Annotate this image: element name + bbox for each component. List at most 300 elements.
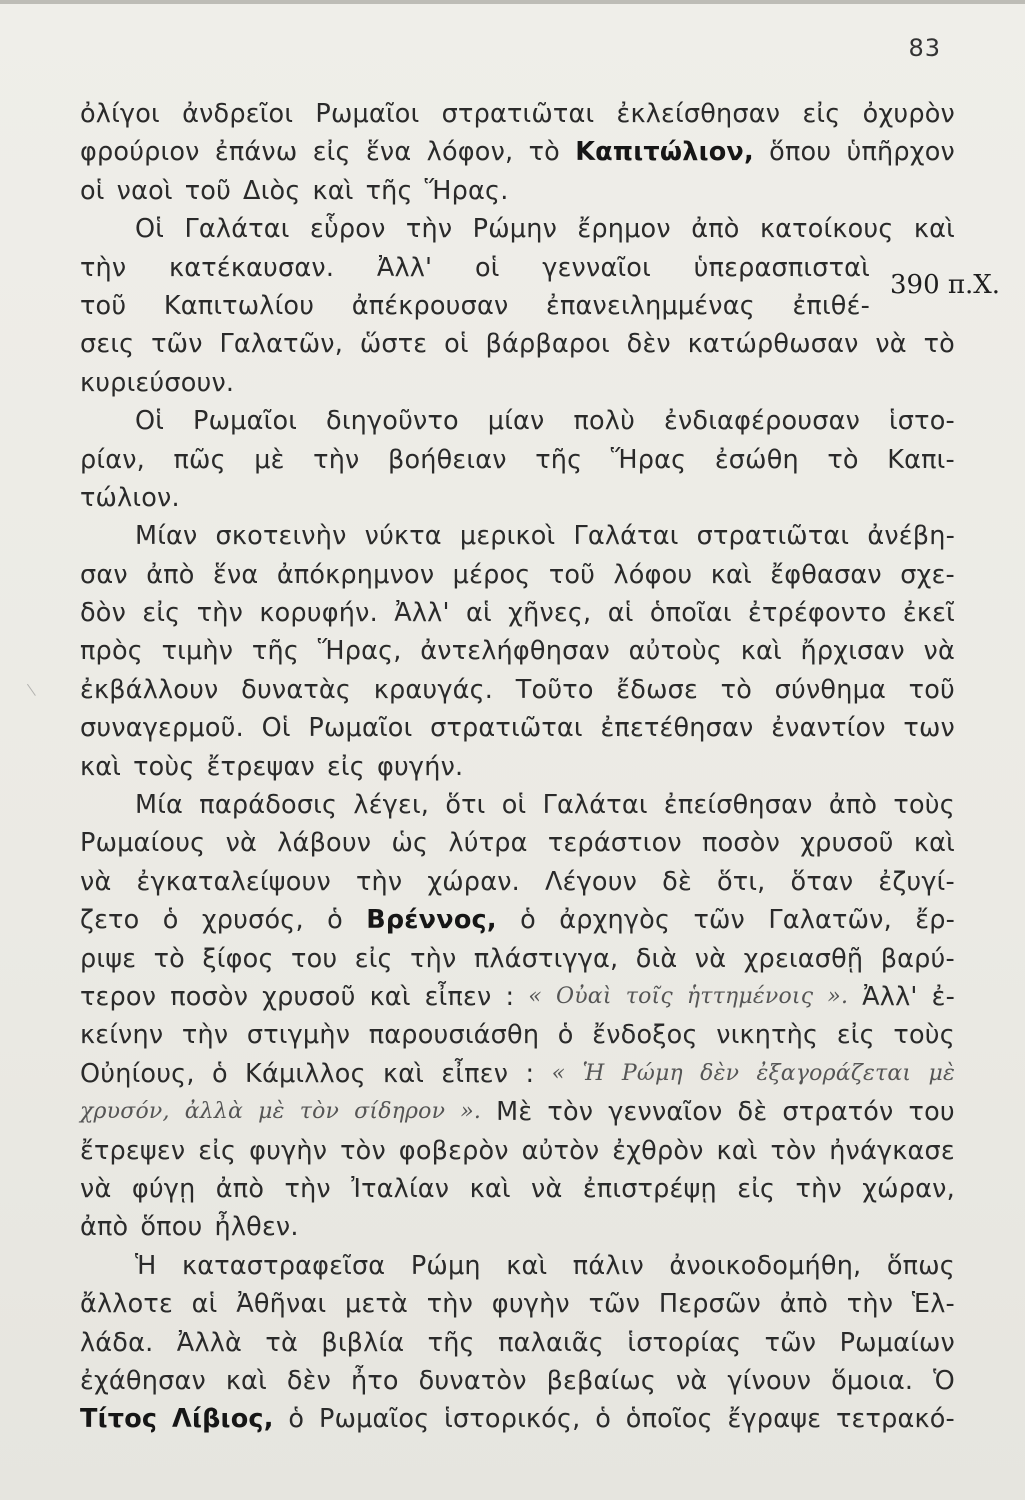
- word: Ρωμαῖοι: [315, 99, 420, 129]
- word: λάβουν: [277, 828, 372, 859]
- word: ἐ-: [931, 981, 955, 1012]
- word: ἀπὸ: [779, 1289, 829, 1320]
- quoted-word: Οὐαὶ: [555, 983, 612, 1009]
- word: πάλιν: [572, 1250, 644, 1281]
- word: ἀπὸ: [828, 790, 878, 821]
- word: ἐχθρὸν: [612, 1135, 704, 1166]
- quoted-word: ἡττημένοις: [686, 983, 814, 1009]
- word: τώλιον.: [80, 482, 180, 513]
- word: κατέκαυσαν.: [169, 252, 335, 283]
- word: ναοὶ: [116, 175, 173, 206]
- word: χῆνες,: [508, 598, 592, 629]
- word: πολὺ: [573, 406, 636, 437]
- word: ἀπὸ: [215, 1173, 265, 1204]
- word: σκοτεινὴν: [215, 521, 347, 552]
- word: Οὐηίους,: [80, 1058, 195, 1089]
- word: στρατιῶται: [441, 99, 595, 129]
- word: τὴν: [846, 1289, 894, 1320]
- word: ἕνα: [212, 559, 259, 590]
- word: νὰ: [225, 828, 258, 859]
- quoted-word: ».: [827, 983, 849, 1009]
- word: σαν: [80, 559, 128, 590]
- word: φοβερὸν: [398, 1135, 509, 1166]
- word: εἰς: [312, 137, 351, 168]
- text-line: [80, 824, 955, 862]
- word: ἤρχισαν: [800, 636, 905, 667]
- word: τὴν: [181, 1020, 229, 1051]
- quoted-word: «: [528, 983, 542, 1009]
- word: ἔφθασαν: [770, 559, 882, 590]
- word: ἐνδιαφέρουσαν: [664, 406, 861, 437]
- word: κυριεύσουν.: [80, 367, 235, 398]
- word: ἔρ-: [915, 905, 955, 936]
- word: τῆς: [535, 444, 583, 475]
- word: ὁ: [162, 905, 179, 936]
- text-line: [80, 479, 955, 517]
- word: νὰ: [694, 943, 727, 974]
- word: συναγερμοῦ.: [80, 713, 244, 744]
- emphasized-word: Βρέννος,: [366, 905, 497, 936]
- word: τεράστιον: [547, 828, 682, 859]
- word: ἔρημον: [577, 214, 671, 245]
- word: δὲ: [662, 866, 692, 897]
- word: μίαν: [487, 406, 545, 437]
- word: καὶ: [913, 214, 955, 245]
- text-line: [80, 940, 955, 978]
- text-line: [80, 863, 955, 901]
- word: Περσῶν: [658, 1289, 761, 1320]
- word: ξίφος: [202, 943, 274, 974]
- word: τῶν: [588, 1289, 641, 1320]
- body-text: [80, 95, 955, 1439]
- word: τὸ: [153, 943, 185, 974]
- word: ὁ: [557, 1020, 574, 1051]
- quoted-word: «: [551, 1060, 566, 1086]
- margin-date-note: 390 π.Χ.: [890, 270, 1001, 300]
- word: γενναῖον: [608, 1097, 723, 1128]
- word: ποσὸν: [170, 981, 249, 1012]
- word: λέγει,: [353, 790, 430, 821]
- word: νὰ: [923, 636, 955, 667]
- word: ὑπῆρχον: [846, 137, 955, 168]
- word: εἰς: [802, 99, 841, 129]
- text-line: [80, 95, 955, 133]
- word: ἀπέκρουσαν: [351, 290, 509, 321]
- word: Ρώμη: [410, 1250, 481, 1281]
- word: χρυσός,: [201, 905, 304, 936]
- word: Λέγουν: [545, 866, 638, 897]
- word: πῶς: [173, 444, 226, 475]
- quoted-word: Ρώμη: [621, 1060, 683, 1086]
- word: εἶπεν: [424, 981, 492, 1012]
- word: Κάμιλλος: [245, 1058, 366, 1089]
- word: τὸ: [923, 329, 955, 360]
- word: ὑπερασπισταὶ: [693, 252, 870, 283]
- word: ὁ: [327, 905, 343, 936]
- word: ριψε: [80, 943, 137, 974]
- word: ὀλίγοι: [80, 99, 160, 129]
- word: λάδα.: [80, 1327, 154, 1358]
- word: καὶ: [710, 559, 752, 590]
- word: διὰ: [635, 943, 678, 974]
- word: ἐτρέφοντο: [748, 598, 887, 629]
- word: μέρος: [452, 559, 531, 590]
- word: καὶ: [369, 981, 411, 1012]
- word: κείνην: [80, 1020, 164, 1051]
- word: τὸν: [547, 1097, 594, 1128]
- word: τετρακό-: [836, 1404, 955, 1435]
- word: καὶ: [740, 636, 782, 667]
- word: τὴν: [410, 943, 457, 974]
- text-line: [80, 1362, 955, 1400]
- quoted-word: τοῖς: [625, 983, 673, 1009]
- word: ὅτι: [445, 790, 486, 821]
- word: ἐπάνω: [214, 137, 298, 168]
- word: Ἑλ-: [911, 1289, 955, 1320]
- text-line: [80, 1285, 955, 1323]
- word: νὰ: [80, 1173, 112, 1204]
- word: ἦτο: [350, 1365, 399, 1396]
- word: στρατόν: [782, 1097, 894, 1128]
- text-line: [80, 1093, 955, 1131]
- word: κραυγάς.: [373, 674, 494, 705]
- word: κατώρθωσαν: [687, 329, 859, 360]
- word: κατοίκους: [759, 214, 894, 245]
- word: δὲν: [286, 1365, 332, 1396]
- word: ἱστο-: [888, 406, 955, 437]
- word: τὴν: [795, 1173, 842, 1204]
- word: ὅταν: [790, 866, 854, 897]
- word: νὰ: [675, 1365, 708, 1396]
- word: Μία: [135, 790, 184, 821]
- quoted-word: χρυσόν,: [80, 1099, 170, 1125]
- word: οἱ: [80, 175, 105, 206]
- text-line: [80, 1208, 955, 1246]
- word: τῶν: [693, 905, 746, 936]
- word: ὅπως: [886, 1250, 955, 1281]
- word: χρειασθῇ: [743, 943, 864, 974]
- text-line: [80, 671, 955, 709]
- text-line: [80, 249, 870, 287]
- word: ὅπου: [140, 1212, 203, 1243]
- word: τὸ: [827, 444, 859, 475]
- word: χρυσοῦ: [262, 981, 356, 1012]
- word: φρούριον: [80, 137, 200, 168]
- quoted-word: ».: [460, 1099, 482, 1125]
- word: ὁποῖαι: [649, 598, 732, 629]
- word: νύκτα: [364, 521, 442, 552]
- word: ἀπὸ: [691, 214, 740, 245]
- word: ἀρχηγὸς: [559, 905, 671, 936]
- word: Γαλάται: [542, 790, 648, 821]
- word: αὐτὸν: [521, 1135, 600, 1166]
- word: φυγὴν: [249, 1135, 328, 1166]
- word: αἱ: [465, 598, 492, 629]
- word: Μίαν: [135, 521, 198, 552]
- word: ἐπιθέ-: [792, 290, 870, 321]
- word: ὅπου: [769, 137, 832, 168]
- word: :: [525, 1058, 535, 1089]
- quoted-word: μὲ: [928, 1060, 955, 1086]
- word: Ἀλλ': [862, 981, 918, 1012]
- word: ἐπανειλημμένας: [545, 290, 755, 321]
- word: ἄλλοτε: [80, 1289, 173, 1320]
- page-number: 83: [908, 34, 941, 62]
- word: Τοῦτο: [515, 674, 594, 705]
- word: αἱ: [191, 1289, 218, 1320]
- word: ἀπὸ: [146, 559, 195, 590]
- word: διηγοῦντο: [326, 406, 459, 437]
- word: οἱ: [501, 790, 527, 821]
- word: :: [505, 981, 515, 1012]
- word: ἀπὸ: [80, 1212, 129, 1243]
- text-line: [80, 1247, 955, 1285]
- word: καὶ: [80, 751, 122, 782]
- word: ἐχάθησαν: [80, 1365, 206, 1396]
- quoted-word: τὸν: [299, 1099, 340, 1125]
- word: Ἀλλ': [376, 252, 433, 283]
- word: ὁ: [211, 1058, 228, 1089]
- text-line: [80, 1016, 955, 1054]
- word: Γαλάται: [184, 214, 290, 245]
- word: χώραν.: [427, 866, 520, 897]
- word: ἐπείσθησαν: [663, 790, 813, 821]
- word: σύνθημα: [774, 674, 887, 705]
- word: οἱ: [474, 252, 500, 283]
- word: Γαλατῶν,: [219, 329, 344, 360]
- word: Γαλατῶν,: [768, 905, 892, 936]
- text-line: [80, 517, 955, 555]
- word: ἐζυγί-: [878, 866, 955, 897]
- word: χρυσοῦ: [800, 828, 894, 859]
- word: τῆς: [251, 636, 300, 667]
- word: τοῦ: [184, 175, 232, 206]
- word: βιβλία: [321, 1327, 405, 1358]
- word: νὰ: [531, 1173, 563, 1204]
- text-line: [80, 748, 955, 786]
- word: τῆς: [427, 1327, 475, 1358]
- word: ὁ: [595, 1404, 612, 1435]
- text-line: [80, 1055, 955, 1093]
- word: καὶ: [383, 1058, 425, 1089]
- text-line: [80, 709, 955, 747]
- word: του: [908, 1097, 955, 1128]
- word: ὀχυρὸν: [862, 99, 955, 129]
- word: γίνουν: [727, 1365, 812, 1396]
- word: τοῦ: [548, 559, 596, 590]
- word: δυνατὸν: [418, 1365, 527, 1396]
- text-line: [80, 325, 955, 363]
- quoted-word: μὲ: [258, 1099, 285, 1125]
- word: καὶ: [506, 1250, 548, 1281]
- word: Ἰταλίαν: [351, 1173, 450, 1204]
- word: ὅμοια.: [831, 1365, 914, 1396]
- text-line: [80, 1324, 955, 1362]
- word: στιγμὴν: [246, 1020, 351, 1051]
- word: πρὸς: [80, 636, 143, 667]
- word: παλαιᾶς: [498, 1327, 604, 1358]
- text-line: [80, 1132, 955, 1170]
- word: δὸν: [80, 598, 127, 629]
- word: ἐσώθη: [714, 444, 799, 475]
- word: εἰς: [326, 751, 365, 782]
- word: τὸν: [770, 1135, 817, 1166]
- word: βοήθειαν: [387, 444, 507, 475]
- word: παρουσιάσθη: [368, 1020, 540, 1051]
- word: Ρωμαῖοι: [193, 406, 298, 437]
- word: στρατιῶται: [696, 521, 850, 552]
- quoted-word: Ἡ: [582, 1060, 605, 1086]
- word: νὰ: [875, 329, 907, 360]
- word: τὰ: [265, 1327, 298, 1358]
- word: στρατιῶται: [430, 713, 583, 744]
- text-line: [80, 978, 955, 1016]
- word: Μὲ: [496, 1097, 533, 1128]
- word: καὶ: [716, 1135, 758, 1166]
- word: χώραν,: [862, 1173, 955, 1204]
- word: ἱστορικός,: [444, 1404, 581, 1435]
- word: ὥστε: [359, 329, 428, 360]
- word: αὐτοὺς: [628, 636, 723, 667]
- text-line: [80, 172, 955, 210]
- word: ἀντελήφθησαν: [420, 636, 610, 667]
- word: ἔνδοξος: [592, 1020, 698, 1051]
- text-line: [80, 441, 955, 479]
- word: Οἱ: [135, 406, 165, 437]
- word: Ρωμαῖος: [319, 1404, 430, 1435]
- word: εἰς: [737, 1173, 776, 1204]
- text-line: [80, 364, 955, 402]
- word: Ἀλλὰ: [176, 1327, 243, 1358]
- word: τοῦ: [80, 290, 127, 321]
- word: φύγῃ: [131, 1173, 196, 1204]
- text-line: [80, 402, 955, 440]
- word: Ἥρας: [610, 444, 687, 475]
- word: καταστραφεῖσα: [182, 1250, 386, 1281]
- word: Ρωμαίους: [80, 828, 206, 859]
- text-line: [80, 786, 955, 824]
- word: ἔγραψε: [727, 1404, 822, 1435]
- word: καὶ: [312, 175, 354, 206]
- word: ἔτρεψαν: [206, 751, 315, 782]
- word: ἐκλείσθησαν: [616, 99, 781, 129]
- word: τὴν: [284, 1173, 331, 1204]
- word: ἔδωσε: [616, 674, 698, 705]
- word: Καπιτωλίου: [163, 290, 315, 321]
- quoted-word: ἐξαγοράζεται: [756, 1060, 912, 1086]
- pencil-mark: [27, 678, 44, 696]
- word: ἦλθεν.: [214, 1212, 299, 1243]
- word: πλάστιγγα,: [473, 943, 619, 974]
- word: ἀνδρεῖοι: [182, 99, 294, 129]
- word: ἀπόκρημνον: [276, 559, 435, 590]
- page-top-edge: [0, 0, 1025, 4]
- emphasized-word: Τίτος: [80, 1404, 158, 1435]
- word: Καπι-: [887, 444, 955, 475]
- word: τιμὴν: [161, 636, 234, 667]
- word: ἀνέβη-: [867, 521, 955, 552]
- word: ἐναντίον: [771, 713, 886, 744]
- word: αἱ: [607, 598, 634, 629]
- word: τῶν: [151, 329, 203, 360]
- word: γενναῖοι: [542, 252, 651, 283]
- word: Ἀθῆναι: [236, 1289, 327, 1320]
- word: ἐκεῖ: [902, 598, 955, 629]
- text-line: [80, 901, 955, 939]
- word: Γαλάται: [573, 521, 679, 552]
- word: φυγήν.: [376, 751, 464, 782]
- word: τὸ: [528, 137, 560, 168]
- text-line: [80, 1400, 955, 1438]
- word: ἕνα: [365, 137, 412, 168]
- word: Ἥρας.: [424, 175, 509, 206]
- text-line: [80, 556, 955, 594]
- word: ζετο: [80, 905, 140, 936]
- word: ἐγκαταλείψουν: [136, 866, 331, 897]
- word: ὁποῖος: [625, 1404, 713, 1435]
- word: τὸν: [340, 1135, 386, 1166]
- word: ἐπετέθησαν: [600, 713, 754, 744]
- word: ἐκβάλλουν: [80, 674, 219, 705]
- word: λόφον,: [426, 137, 514, 168]
- word: Ἀλλ': [394, 598, 450, 629]
- word: σεις: [80, 329, 135, 360]
- word: εἶπεν: [441, 1058, 509, 1089]
- word: ἠνάγκασε: [829, 1135, 955, 1166]
- word: ὡς: [391, 828, 429, 859]
- word: καὶ: [225, 1365, 267, 1396]
- word: ὅτι,: [716, 866, 766, 897]
- word: εἰς: [142, 598, 181, 629]
- word: τὴν: [80, 252, 127, 283]
- word: Ρωμαῖοι: [308, 713, 413, 744]
- word: ὁ: [520, 905, 536, 936]
- word: Οἱ: [261, 713, 291, 744]
- word: τοῦ: [908, 674, 955, 705]
- word: σχε-: [900, 559, 955, 590]
- word: δυνατὰς: [241, 674, 352, 705]
- word: λόφου: [613, 559, 693, 590]
- word: ἀνοικοδομήθη,: [669, 1250, 862, 1281]
- quoted-word: ἀλλὰ: [184, 1099, 244, 1125]
- text-line: [80, 210, 955, 248]
- text-line: [80, 1170, 955, 1208]
- emphasized-word: Λίβιος,: [172, 1404, 274, 1435]
- word: εἰς: [198, 1135, 237, 1166]
- word: ἐπιστρέψῃ: [582, 1173, 717, 1204]
- emphasized-word: Καπιτώλιον,: [575, 137, 754, 168]
- word: ἱστορίας: [627, 1327, 742, 1358]
- word: τὴν: [313, 444, 360, 475]
- word: τῆς: [365, 175, 413, 206]
- word: ρίαν,: [80, 444, 145, 475]
- quoted-word: δὲν: [700, 1060, 740, 1086]
- word: τὸ: [720, 674, 752, 705]
- word: Διὸς: [243, 175, 301, 206]
- word: Ὁ: [933, 1365, 955, 1396]
- word: παράδοσις: [199, 790, 338, 821]
- word: βάρβαροι: [485, 329, 610, 360]
- word: ποσὸν: [702, 828, 781, 859]
- word: τοὺς: [893, 790, 955, 821]
- word: οἱ: [444, 329, 469, 360]
- word: τὴν: [426, 1289, 474, 1320]
- word: τοὺς: [133, 751, 195, 782]
- word: νὰ: [80, 866, 112, 897]
- word: μετὰ: [345, 1289, 408, 1320]
- word: Οἱ: [135, 214, 165, 245]
- word: δὲν: [626, 329, 671, 360]
